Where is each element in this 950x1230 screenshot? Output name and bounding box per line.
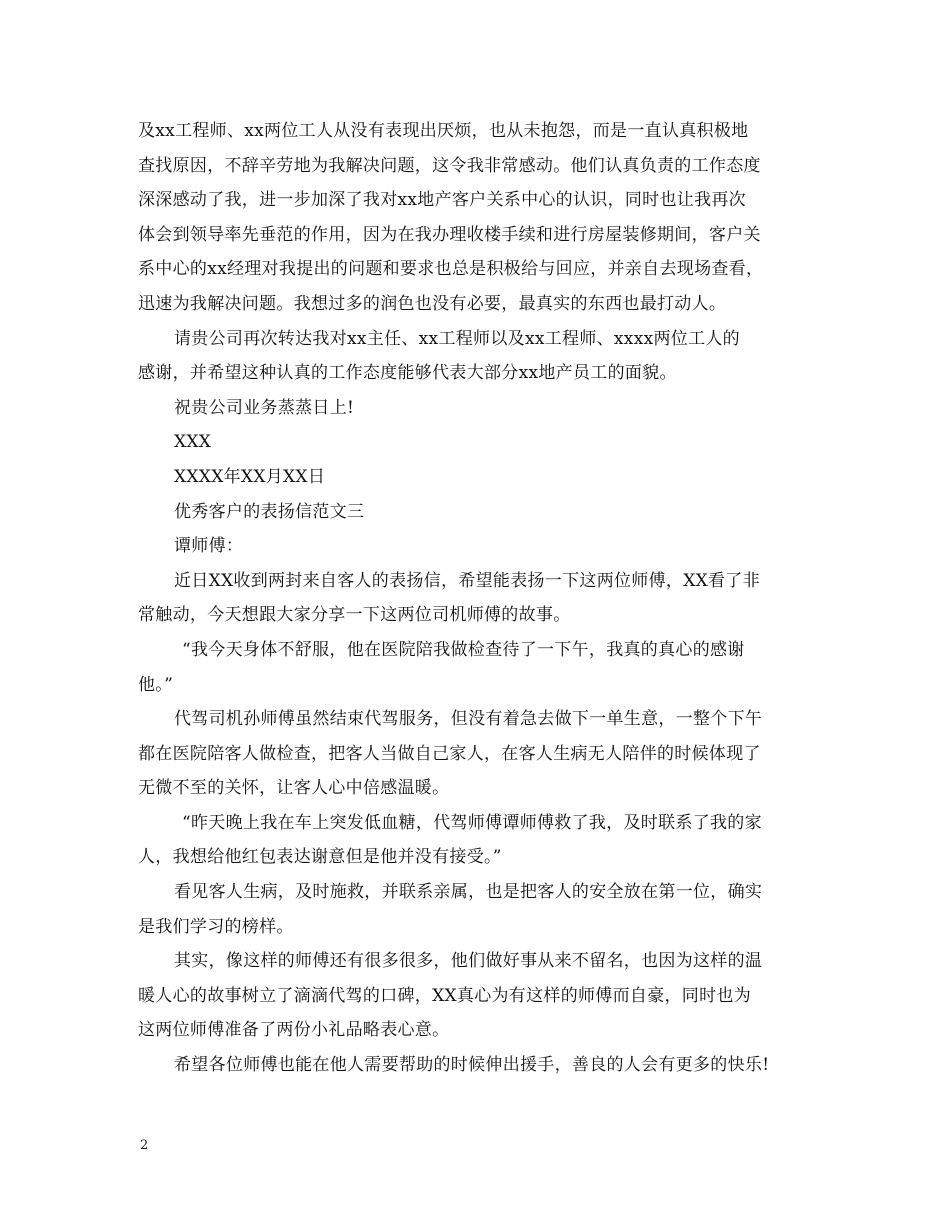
text-line: 谭师傅：: [174, 536, 244, 557]
text-line: XXX: [174, 432, 212, 453]
text-line: 查找原因，不辞辛劳地为我解决问题，这令我非常感动。他们认真负责的工作态度: [138, 155, 761, 176]
text-line: 代驾司机孙师傅虽然结束代驾服务，但没有着急去做下一单生意，一整个下午: [174, 709, 763, 730]
text-line: 请贵公司再次转达我对xx主任、xx工程师以及xx工程师、xxxx两位工人的: [174, 328, 740, 349]
paragraph: [138, 564, 838, 633]
text-line: 暖人心的故事树立了滴滴代驾的口碑，XX真心为有这样的师傅而自豪，同时也为: [138, 985, 752, 1006]
text-line: 祝贵公司业务蒸蒸日上!: [174, 397, 355, 418]
text-line: “昨天晚上我在车上突发低血糖，代驾师傅谭师傅救了我，及时联系了我的家: [182, 812, 762, 833]
section-title: [138, 495, 838, 530]
text-line: 深深感动了我，进一步加深了我对xx地产客户关系中心的认识，同时也让我再次: [138, 190, 746, 211]
text-line: 这两位师傅准备了两份小礼品略表心意。: [138, 1020, 450, 1041]
text-line: 及xx工程师、xx两位工人从没有表现出厌烦，也从未抱怨，而是一直认真积极地: [138, 121, 749, 141]
text-line: 人，我想给他红包表达谢意但是他并没有接受。”: [138, 847, 502, 868]
page-number: 2: [140, 1138, 149, 1153]
text-line: 体会到领导率先垂范的作用，因为在我办理收楼手续和进行房屋装修期间，客户关: [138, 224, 761, 245]
text-line: 他。”: [138, 674, 174, 695]
text-line: 其实，像这样的师傅还有很多很多，他们做好事从来不留名，也因为这样的温: [174, 951, 763, 972]
signature: [138, 425, 838, 460]
paragraph: [138, 944, 838, 1048]
text-line: 希望各位师傅也能在他人需要帮助的时候伸出援手，善良的人会有更多的快乐!: [174, 1055, 770, 1076]
letter-date: [138, 460, 838, 495]
paragraph: [138, 114, 838, 322]
paragraph: [138, 702, 838, 806]
quote-paragraph: [138, 806, 838, 875]
text-line: 优秀客户的表扬信范文三: [174, 501, 365, 522]
text-line: 系中心的xx经理对我提出的问题和要求也总是积极给与回应，并亲自去现场查看，: [138, 259, 764, 280]
text-line: XXXX年XX月XX日: [174, 466, 326, 487]
text-line: “我今天身体不舒服，他在医院陪我做检查待了一下午，我真的真心的感谢: [182, 639, 745, 660]
text-line: 看见客人生病，及时施救，并联系亲属，也是把客人的安全放在第一位，确实: [174, 882, 763, 903]
text-line: 常触动，今天想跟大家分享一下这两位司机师傅的故事。: [138, 605, 571, 626]
closing-wish: [138, 391, 838, 426]
salutation: [138, 529, 838, 564]
text-line: 无微不至的关怀，让客人心中倍感温暖。: [138, 778, 450, 799]
paragraph: [138, 1048, 838, 1083]
text-line: 近日XX收到两封来自客人的表扬信，希望能表扬一下这两位师傅，XX看了非: [174, 570, 760, 591]
quote-paragraph: [138, 633, 838, 702]
text-line: 迅速为我解决问题。我想过多的润色也没有必要，最真实的东西也最打动人。: [138, 293, 727, 314]
text-line: 都在医院陪客人做检查，把客人当做自己家人，在客人生病无人陪伴的时候体现了: [138, 743, 761, 764]
text-line: 是我们学习的榜样。: [138, 916, 294, 937]
paragraph: [138, 875, 838, 944]
text-line: 感谢，并希望这种认真的工作态度能够代表大部分xx地产员工的面貌。: [138, 363, 677, 384]
paragraph: [138, 322, 838, 391]
document-body: [138, 114, 838, 1083]
